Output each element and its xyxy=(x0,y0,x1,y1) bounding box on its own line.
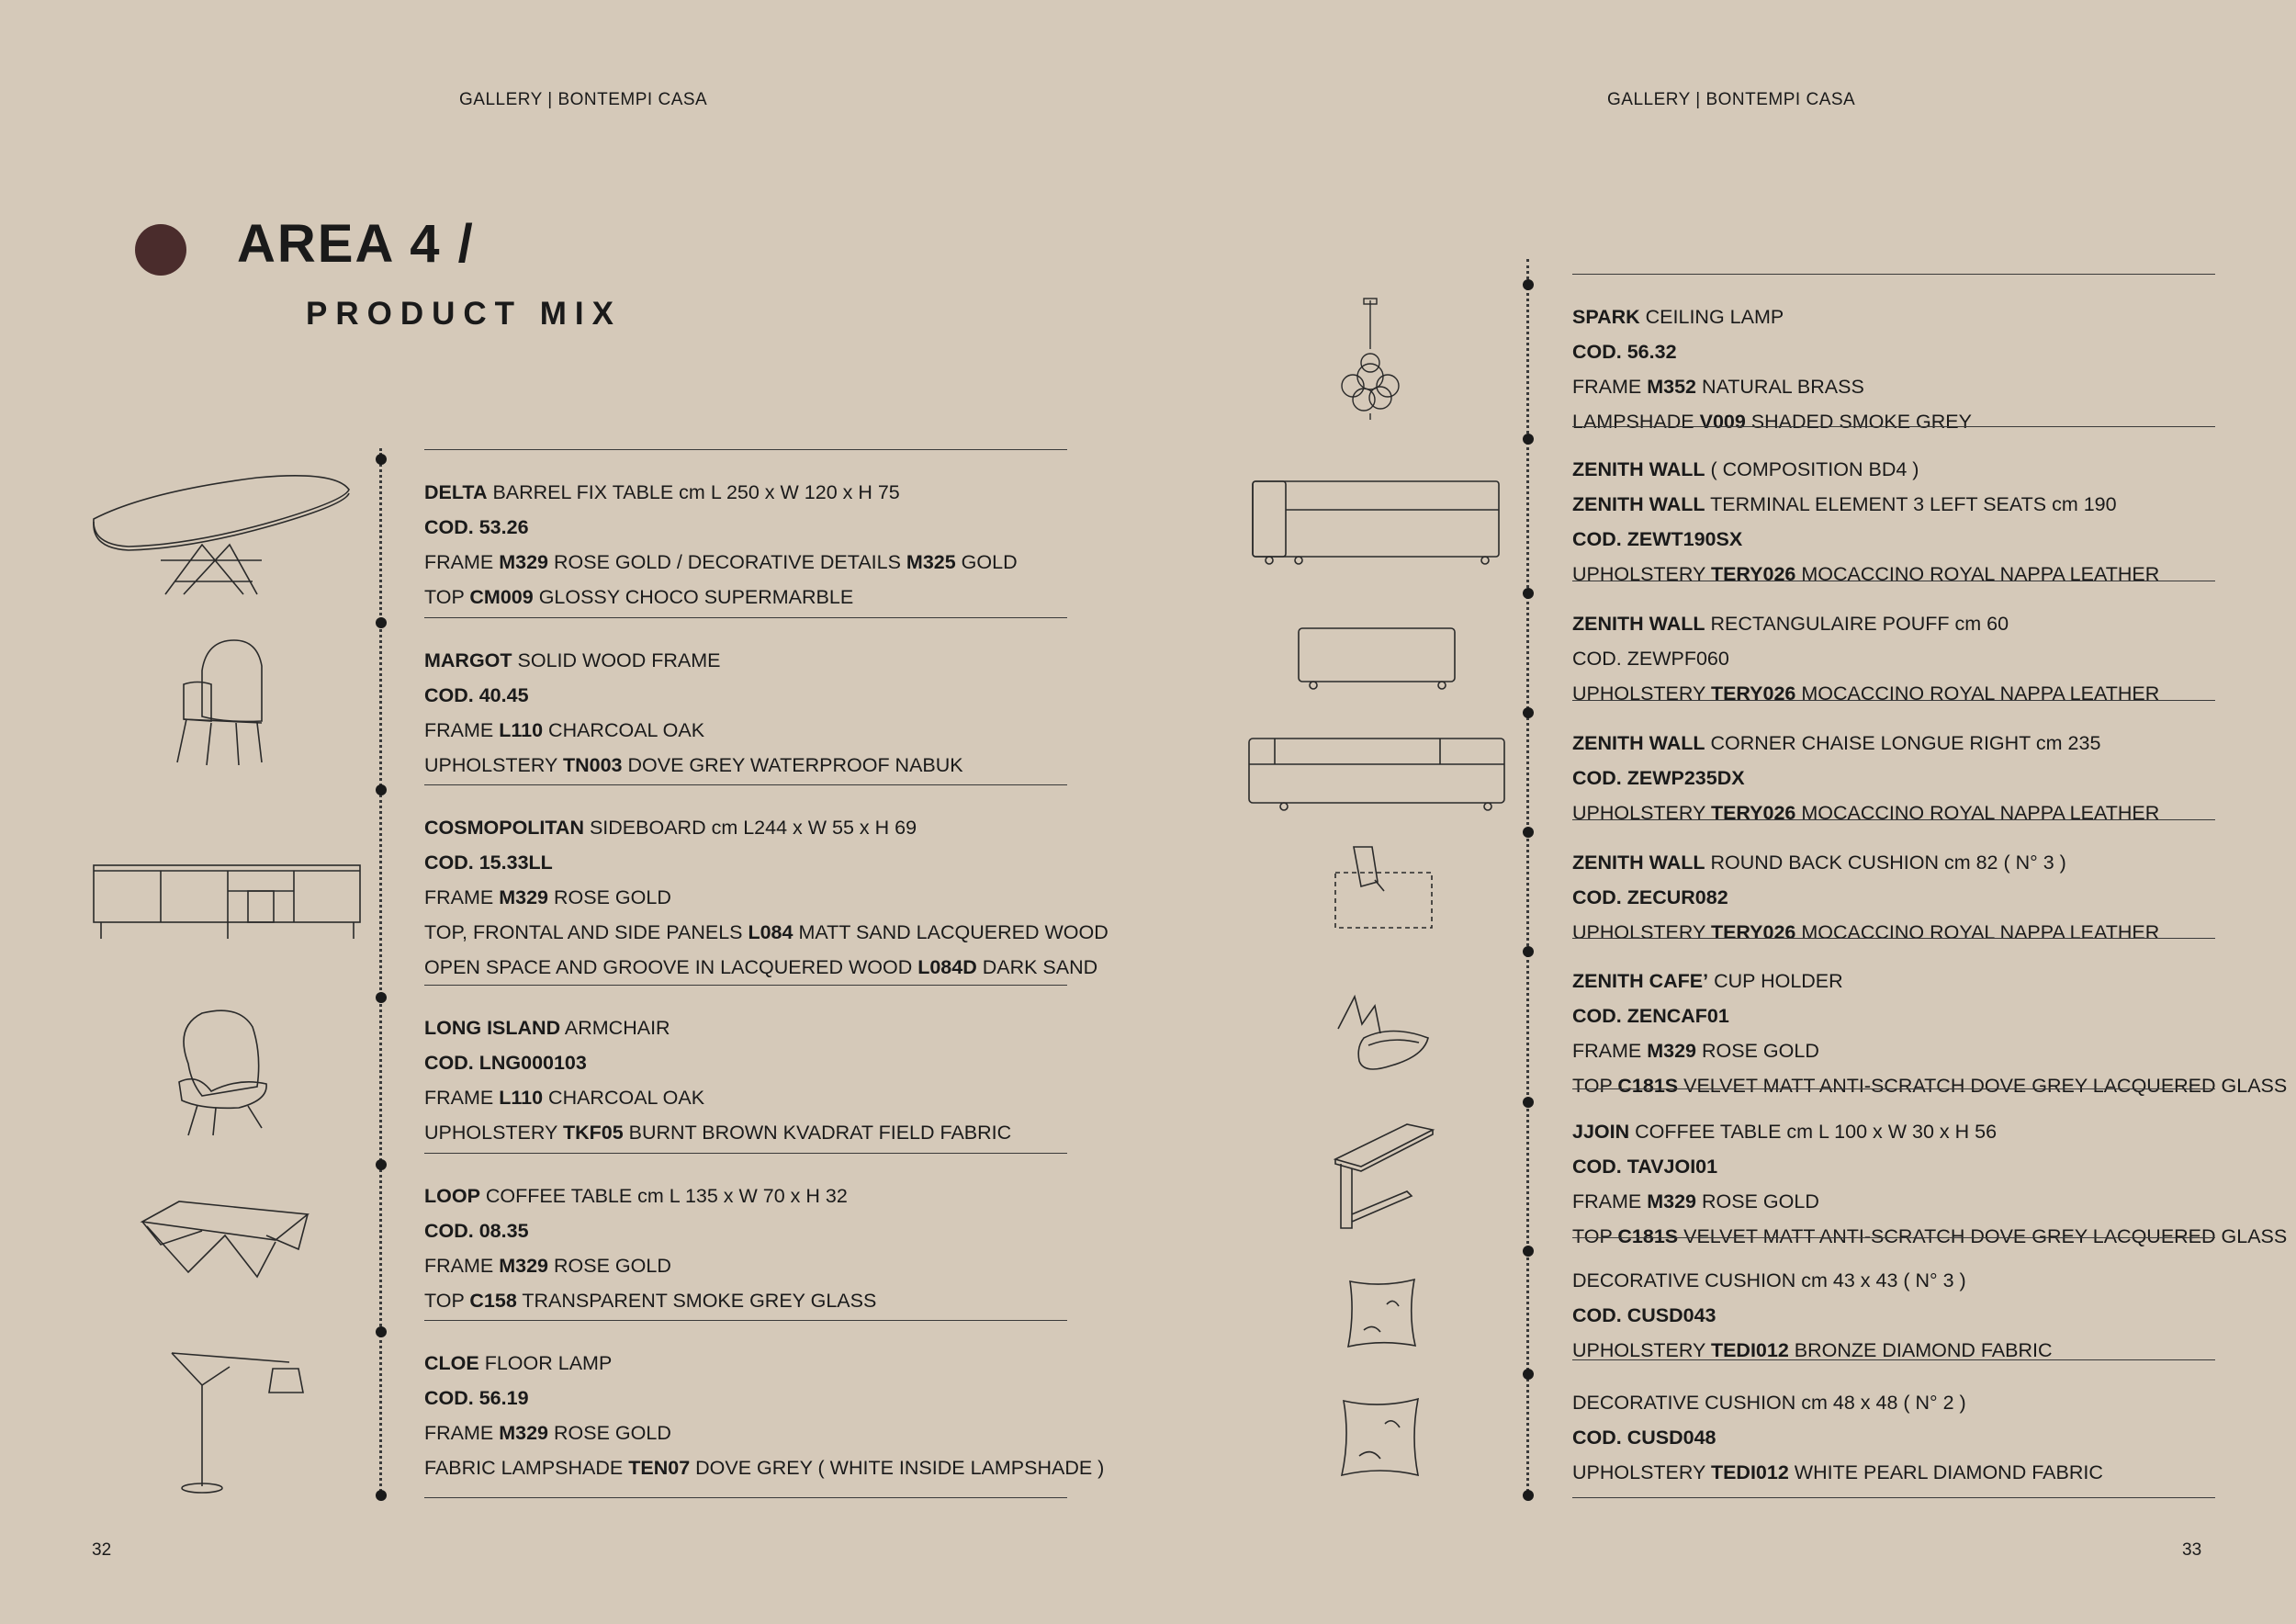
separator-line xyxy=(1572,426,2215,427)
product-name: ZENITH CAFE’ xyxy=(1572,970,1709,992)
product-text: TEDI012 xyxy=(1710,1339,1789,1361)
product-code: COD. CUSD048 xyxy=(1572,1427,1716,1449)
left-timeline-node-icon xyxy=(376,1326,387,1337)
left-timeline-node-icon xyxy=(376,1159,387,1170)
product-detail-line xyxy=(1572,915,2159,950)
floor-lamp-sketch-icon xyxy=(170,1348,308,1500)
product-text: TKF05 xyxy=(562,1122,624,1144)
product-text: CHARCOAL OAK xyxy=(543,1087,705,1109)
product-code: COD. ZECUR082 xyxy=(1572,886,1728,908)
product-desc: COFFEE TABLE cm L 135 x W 70 x H 32 xyxy=(485,1185,848,1207)
product-code: COD. 15.33LL xyxy=(424,851,553,874)
right-product-7 xyxy=(1572,1263,2053,1368)
product-name: LONG ISLAND xyxy=(424,1017,561,1039)
product-name: SPARK xyxy=(1572,306,1640,328)
product-text: FRAME xyxy=(424,719,500,741)
product-text: TEDI012 xyxy=(1710,1461,1789,1483)
left-timeline-node-icon xyxy=(376,784,387,795)
separator-line xyxy=(1572,1237,2215,1238)
product-code-line xyxy=(424,1381,1104,1415)
title-dot-icon xyxy=(135,224,186,276)
header-left: GALLERY | BONTEMPI CASA xyxy=(459,90,708,109)
separator-line xyxy=(1572,700,2215,701)
product-text: L110 xyxy=(499,719,544,741)
product-desc: RECTANGULAIRE POUFF cm 60 xyxy=(1710,613,2009,635)
product-name-line xyxy=(424,1346,1104,1381)
product-text: VELVET MATT ANTI-SCRATCH DOVE GREY LACQUERED GLASS xyxy=(1678,1225,2288,1247)
product-text: M329 xyxy=(499,551,549,573)
product-detail-line xyxy=(1572,795,2159,830)
product-code: COD. 40.45 xyxy=(424,684,529,706)
product-desc: DECORATIVE CUSHION cm 48 x 48 ( N° 2 ) xyxy=(1572,1392,1966,1414)
cushion-small-sketch-icon xyxy=(1345,1277,1419,1355)
page-subtitle: PRODUCT MIX xyxy=(306,296,622,332)
product-desc: ROUND BACK CUSHION cm 82 ( N° 3 ) xyxy=(1710,851,2066,874)
product-detail-line xyxy=(424,748,963,783)
product-text: ROSE GOLD xyxy=(548,1422,671,1444)
product-name: DELTA xyxy=(424,481,488,503)
product-text: TRANSPARENT SMOKE GREY GLASS xyxy=(516,1290,877,1312)
separator-line xyxy=(1572,1359,2215,1360)
left-timeline-node-icon xyxy=(376,992,387,1003)
product-text: FRAME xyxy=(1572,1040,1648,1062)
product-detail-line xyxy=(424,880,1109,915)
product-code: COD. ZEWPF060 xyxy=(1572,648,1729,670)
product-name-line xyxy=(1572,1385,2103,1420)
product-desc: COFFEE TABLE cm L 100 x W 30 x H 56 xyxy=(1635,1121,1998,1143)
product-code: COD. 53.26 xyxy=(424,516,529,538)
product-name-line xyxy=(424,810,1109,845)
product-text: DOVE GREY ( WHITE INSIDE LAMPSHADE ) xyxy=(690,1457,1105,1479)
product-detail-line xyxy=(1572,676,2159,711)
separator-line xyxy=(1572,938,2215,939)
product-text: BRONZE DIAMOND FABRIC xyxy=(1788,1339,2053,1361)
product-detail-line xyxy=(424,1115,1011,1150)
product-name: ZENITH WALL xyxy=(1572,458,1705,480)
product-detail-line xyxy=(424,1415,1104,1450)
product-text: FRAME xyxy=(1572,376,1648,398)
timeline-right xyxy=(1526,259,1529,1497)
ceiling-lamp-sketch-icon xyxy=(1336,299,1405,427)
product-code: COD. 08.35 xyxy=(424,1220,529,1242)
product-desc: CEILING LAMP xyxy=(1645,306,1784,328)
product-detail-line xyxy=(424,1283,876,1318)
product-text: TOP, FRONTAL AND SIDE PANELS xyxy=(424,921,748,943)
product-code: COD. 56.19 xyxy=(424,1387,529,1409)
separator-line xyxy=(424,617,1067,618)
product-text: DARK SAND xyxy=(976,956,1098,978)
product-code-line xyxy=(1572,641,2159,676)
product-name: MARGOT xyxy=(424,649,512,671)
product-detail-line xyxy=(424,950,1109,985)
left-timeline-node-icon xyxy=(376,454,387,465)
product-text: TERY026 xyxy=(1710,682,1796,705)
product-text: ROSE GOLD xyxy=(548,886,671,908)
product-detail-line xyxy=(1572,1333,2053,1368)
chaise-longue-sketch-icon xyxy=(1247,737,1509,815)
right-timeline-node-icon xyxy=(1523,707,1534,718)
product-code-line xyxy=(424,1213,876,1248)
chair-sketch-icon xyxy=(170,638,280,772)
product-code: COD. ZEWT190SX xyxy=(1572,528,1743,550)
product-name-line xyxy=(1572,606,2159,641)
back-cushion-sketch-icon xyxy=(1334,845,1435,937)
product-text: L110 xyxy=(499,1087,544,1109)
product-detail-line xyxy=(1572,369,1972,404)
right-timeline-node-icon xyxy=(1523,1369,1534,1380)
header-right: GALLERY | BONTEMPI CASA xyxy=(1607,90,1856,109)
product-text: L084D xyxy=(917,956,977,978)
left-timeline-node-icon xyxy=(376,617,387,628)
product-desc: FLOOR LAMP xyxy=(484,1352,613,1374)
product-code-line xyxy=(424,845,1109,880)
product-text: UPHOLSTERY xyxy=(1572,802,1711,824)
product-desc: SOLID WOOD FRAME xyxy=(517,649,721,671)
product-text: MOCACCINO ROYAL NAPPA LEATHER xyxy=(1795,682,2160,705)
product-name: ZENITH WALL xyxy=(1572,613,1705,635)
separator-line xyxy=(424,1153,1067,1154)
product-text: GLOSSY CHOCO SUPERMARBLE xyxy=(533,586,854,608)
product-text: M325 xyxy=(906,551,956,573)
left-product-4 xyxy=(424,1179,876,1318)
product-text: SHADED SMOKE GREY xyxy=(1745,411,1972,433)
product-desc: CUP HOLDER xyxy=(1714,970,1843,992)
product-desc: SIDEBOARD cm L244 x W 55 x H 69 xyxy=(589,817,917,839)
page-number-right: 33 xyxy=(2182,1540,2202,1560)
coffee-table-sketch-icon xyxy=(138,1194,312,1291)
product-text: MOCACCINO ROYAL NAPPA LEATHER xyxy=(1795,802,2160,824)
product-name: JJOIN xyxy=(1572,1121,1630,1143)
right-product-4 xyxy=(1572,845,2159,950)
product-detail-line xyxy=(424,1080,1011,1115)
product-detail-line xyxy=(1572,1068,2287,1103)
product-text: MOCACCINO ROYAL NAPPA LEATHER xyxy=(1795,563,2160,585)
product-detail-line xyxy=(1572,1219,2287,1254)
product-name-line xyxy=(1572,845,2159,880)
product-text: FRAME xyxy=(424,551,500,573)
product-name-line xyxy=(424,1010,1011,1045)
product-detail-line xyxy=(424,713,963,748)
product-text: M329 xyxy=(1647,1040,1697,1062)
left-timeline-node-icon xyxy=(376,1490,387,1501)
separator-line xyxy=(424,985,1067,986)
right-product-5 xyxy=(1572,964,2287,1103)
product-code: COD. CUSD043 xyxy=(1572,1304,1716,1326)
jjoin-table-sketch-icon xyxy=(1334,1122,1435,1237)
product-text: TN003 xyxy=(562,754,623,776)
right-product-8 xyxy=(1572,1385,2103,1490)
product-code-line xyxy=(1572,1298,2053,1333)
cup-holder-sketch-icon xyxy=(1336,992,1433,1084)
product-text: ROSE GOLD xyxy=(1696,1190,1819,1212)
right-timeline-node-icon xyxy=(1523,434,1534,445)
left-product-2 xyxy=(424,810,1109,985)
separator-line xyxy=(1572,1088,2215,1089)
product-text: DOVE GREY WATERPROOF NABUK xyxy=(622,754,963,776)
product-text: WHITE PEARL DIAMOND FABRIC xyxy=(1788,1461,2103,1483)
page-title: AREA 4 / xyxy=(237,214,475,274)
product-text: ROSE GOLD xyxy=(548,1255,671,1277)
separator-line xyxy=(1572,819,2215,820)
product-name-line xyxy=(424,1179,876,1213)
product-code-line xyxy=(1572,880,2159,915)
product-name: COSMOPOLITAN xyxy=(424,817,584,839)
product-name-line xyxy=(1572,299,1972,334)
product-desc: ARMCHAIR xyxy=(564,1017,670,1039)
right-product-1 xyxy=(1572,452,2159,592)
product-code: COD. ZEWP235DX xyxy=(1572,767,1745,789)
product-text: NATURAL BRASS xyxy=(1696,376,1864,398)
product-text: FRAME xyxy=(424,1087,500,1109)
sofa-terminal-sketch-icon xyxy=(1251,478,1503,570)
product-code-line xyxy=(1572,761,2159,795)
product-name-line xyxy=(1572,452,2159,487)
product-detail-line xyxy=(424,1248,876,1283)
product-text: FRAME xyxy=(424,886,500,908)
product-text: GOLD xyxy=(955,551,1018,573)
product-text: BURNT BROWN KVADRAT FIELD FABRIC xyxy=(623,1122,1012,1144)
product-text: TERMINAL ELEMENT 3 LEFT SEATS cm 190 xyxy=(1705,493,2117,515)
product-text: MATT SAND LACQUERED WOOD xyxy=(793,921,1109,943)
product-name: ZENITH WALL xyxy=(1572,732,1705,754)
product-extra-line xyxy=(1572,487,2159,522)
product-text: FRAME xyxy=(1572,1190,1648,1212)
right-timeline-node-icon xyxy=(1523,279,1534,290)
product-text: M329 xyxy=(1647,1190,1697,1212)
product-text: FRAME xyxy=(424,1422,500,1444)
right-product-0 xyxy=(1572,299,1972,439)
product-name-line xyxy=(424,643,963,678)
product-text: TOP xyxy=(424,1290,470,1312)
product-detail-line xyxy=(424,1450,1104,1485)
product-text: TOP xyxy=(1572,1075,1618,1097)
product-text: TOP xyxy=(424,586,470,608)
right-timeline-node-icon xyxy=(1523,588,1534,599)
product-text: UPHOLSTERY xyxy=(1572,1339,1711,1361)
separator-line xyxy=(424,784,1067,785)
product-desc: ( COMPOSITION BD4 ) xyxy=(1710,458,1919,480)
product-name-line xyxy=(424,475,1018,510)
product-name-line xyxy=(1572,1263,2053,1298)
product-text: FABRIC LAMPSHADE xyxy=(424,1457,629,1479)
separator-line xyxy=(424,449,1067,450)
product-text: MOCACCINO ROYAL NAPPA LEATHER xyxy=(1795,921,2160,943)
product-code: COD. TAVJOI01 xyxy=(1572,1156,1718,1178)
product-text: TERY026 xyxy=(1710,802,1796,824)
cushion-large-sketch-icon xyxy=(1339,1396,1422,1483)
product-desc: BARREL FIX TABLE cm L 250 x W 120 x H 75 xyxy=(492,481,900,503)
product-text: TEN07 xyxy=(628,1457,691,1479)
product-detail-line xyxy=(1572,557,2159,592)
product-detail-line xyxy=(1572,1455,2103,1490)
product-text: M329 xyxy=(499,1422,549,1444)
product-text: VELVET MATT ANTI-SCRATCH DOVE GREY LACQUERED GLASS xyxy=(1678,1075,2288,1097)
right-timeline-node-icon xyxy=(1523,827,1534,838)
product-text: ROSE GOLD / DECORATIVE DETAILS xyxy=(548,551,906,573)
product-text: LAMPSHADE xyxy=(1572,411,1700,433)
product-code-line xyxy=(1572,1420,2103,1455)
right-timeline-node-icon xyxy=(1523,1097,1534,1108)
product-name: CLOE xyxy=(424,1352,479,1374)
product-code-line xyxy=(1572,334,1972,369)
product-text: UPHOLSTERY xyxy=(1572,682,1711,705)
right-timeline-node-icon xyxy=(1523,1490,1534,1501)
product-detail-line xyxy=(424,915,1109,950)
separator-line xyxy=(424,1320,1067,1321)
product-text: UPHOLSTERY xyxy=(424,1122,563,1144)
product-detail-line xyxy=(424,545,1018,580)
product-name: LOOP xyxy=(424,1185,480,1207)
product-detail-line xyxy=(1572,404,1972,439)
product-detail-line xyxy=(1572,1033,2287,1068)
product-text: FRAME xyxy=(424,1255,500,1277)
product-name-line xyxy=(1572,1114,2287,1149)
product-text: TERY026 xyxy=(1710,921,1796,943)
product-text: UPHOLSTERY xyxy=(1572,1461,1711,1483)
separator-line xyxy=(1572,274,2215,275)
pouf-sketch-icon xyxy=(1297,626,1458,695)
product-code: COD. ZENCAF01 xyxy=(1572,1005,1729,1027)
product-text: ROSE GOLD xyxy=(1696,1040,1819,1062)
product-code-line xyxy=(1572,522,2159,557)
timeline-left xyxy=(379,448,382,1497)
product-code: COD. 56.32 xyxy=(1572,341,1677,363)
product-text: UPHOLSTERY xyxy=(424,754,563,776)
product-desc: DECORATIVE CUSHION cm 43 x 43 ( N° 3 ) xyxy=(1572,1269,1966,1291)
product-text: TERY026 xyxy=(1710,563,1796,585)
product-text: M352 xyxy=(1647,376,1697,398)
product-text: CM009 xyxy=(469,586,534,608)
product-text: L084 xyxy=(748,921,793,943)
separator-line-bottom xyxy=(1572,1497,2215,1498)
product-code-line xyxy=(424,1045,1011,1080)
armchair-sketch-icon xyxy=(174,1009,276,1142)
product-text: V009 xyxy=(1699,411,1746,433)
product-text: ZENITH WALL xyxy=(1572,493,1705,515)
product-code-line xyxy=(1572,1149,2287,1184)
product-code-line xyxy=(1572,998,2287,1033)
product-detail-line xyxy=(424,580,1018,615)
product-name-line xyxy=(1572,964,2287,998)
product-text: UPHOLSTERY xyxy=(1572,921,1711,943)
product-desc: CORNER CHAISE LONGUE RIGHT cm 235 xyxy=(1710,732,2101,754)
product-detail-line xyxy=(1572,1184,2287,1219)
left-product-3 xyxy=(424,1010,1011,1150)
right-product-2 xyxy=(1572,606,2159,711)
product-text: OPEN SPACE AND GROOVE IN LACQUERED WOOD xyxy=(424,956,918,978)
product-name: ZENITH WALL xyxy=(1572,851,1705,874)
product-text: C181S xyxy=(1617,1225,1679,1247)
product-code-line xyxy=(424,510,1018,545)
right-product-6 xyxy=(1572,1114,2287,1254)
product-name-line xyxy=(1572,726,2159,761)
left-product-1 xyxy=(424,643,963,783)
left-product-0 xyxy=(424,475,1018,615)
product-text: M329 xyxy=(499,886,549,908)
table-sketch-icon xyxy=(92,473,354,606)
right-timeline-node-icon xyxy=(1523,946,1534,957)
product-text: M329 xyxy=(499,1255,549,1277)
separator-line-bottom xyxy=(424,1497,1067,1498)
page-number-left: 32 xyxy=(92,1540,112,1560)
product-code: COD. LNG000103 xyxy=(424,1052,587,1074)
product-text: UPHOLSTERY xyxy=(1572,563,1711,585)
left-product-5 xyxy=(424,1346,1104,1485)
product-text: CHARCOAL OAK xyxy=(543,719,705,741)
right-timeline-node-icon xyxy=(1523,1246,1534,1257)
sideboard-sketch-icon xyxy=(92,863,363,946)
product-text: C158 xyxy=(469,1290,517,1312)
product-text: TOP xyxy=(1572,1225,1618,1247)
product-code-line xyxy=(424,678,963,713)
right-product-3 xyxy=(1572,726,2159,830)
product-text: C181S xyxy=(1617,1075,1679,1097)
